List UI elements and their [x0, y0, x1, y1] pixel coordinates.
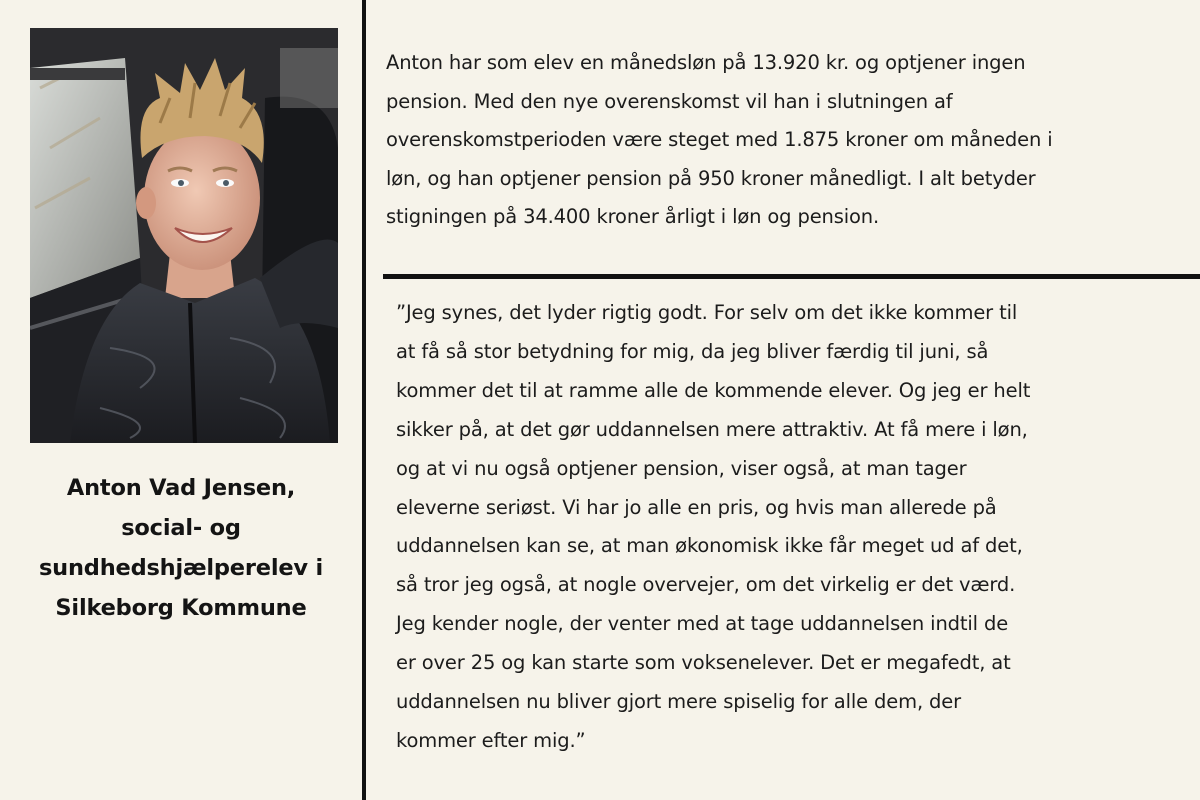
caption-line-name: Anton Vad Jensen,: [66, 475, 296, 501]
quote-line: uddannelsen nu bliver gjort mere spiselig for alle dem, der: [396, 690, 961, 714]
caption-line-role-2: sundhedshjælperelev i: [38, 555, 324, 581]
quote-line: ”Jeg synes, det lyder rigtig godt. For selv om det ikke kommer til: [396, 301, 1018, 324]
quote-line: at få så stor betydning for mig, da jeg bliver færdig til juni, så: [396, 339, 989, 363]
caption-line-role-1: social- og: [121, 515, 241, 541]
intro-line: stigningen på 34.400 kroner årligt i løn og pension.: [386, 205, 880, 228]
quote-line: sikker på, at det gør uddannelsen mere attraktiv. At få mere i løn,: [396, 417, 1028, 441]
portrait-photo: [30, 28, 338, 443]
photo-caption: [0, 468, 362, 628]
intro-paragraph: [386, 44, 1053, 237]
caption-line-municipality: Silkeborg Kommune: [55, 595, 307, 621]
quote-line: uddannelsen kan se, at man økonomisk ikke får meget ud af det,: [396, 534, 1023, 558]
intro-line: overenskomstperioden være steget med 1.875 kroner om måneden i: [386, 128, 1053, 151]
quote-line: eleverne seriøst. Vi har jo alle en pris, og hvis man allerede på: [396, 495, 997, 519]
quote-line: kommer det til at ramme alle de kommende elever. Og jeg er helt: [396, 378, 1031, 402]
intro-line: Anton har som elev en månedsløn på 13.920 kr. og optjener ingen: [386, 51, 1026, 74]
quote-line: kommer efter mig.”: [396, 728, 586, 752]
quote-line: Jeg kender nogle, der venter med at tage uddannelsen indtil de: [396, 612, 1009, 636]
vertical-divider: [362, 0, 366, 800]
intro-line: løn, og han optjener pension på 950 kroner månedligt. I alt betyder: [386, 166, 1036, 190]
quote-paragraph: [396, 294, 1030, 761]
portrait-illustration: [30, 28, 338, 443]
quote-line: så tror jeg også, at nogle overvejer, om det virkelig er det værd.: [396, 573, 1016, 597]
quote-line: og at vi nu også optjener pension, viser også, at man tager: [396, 456, 967, 480]
horizontal-divider: [383, 274, 1200, 279]
quote-line: er over 25 og kan starte som voksenelever. Det er megafedt, at: [396, 651, 1011, 675]
intro-line: pension. Med den nye overenskomst vil han i slutningen af: [386, 89, 953, 113]
